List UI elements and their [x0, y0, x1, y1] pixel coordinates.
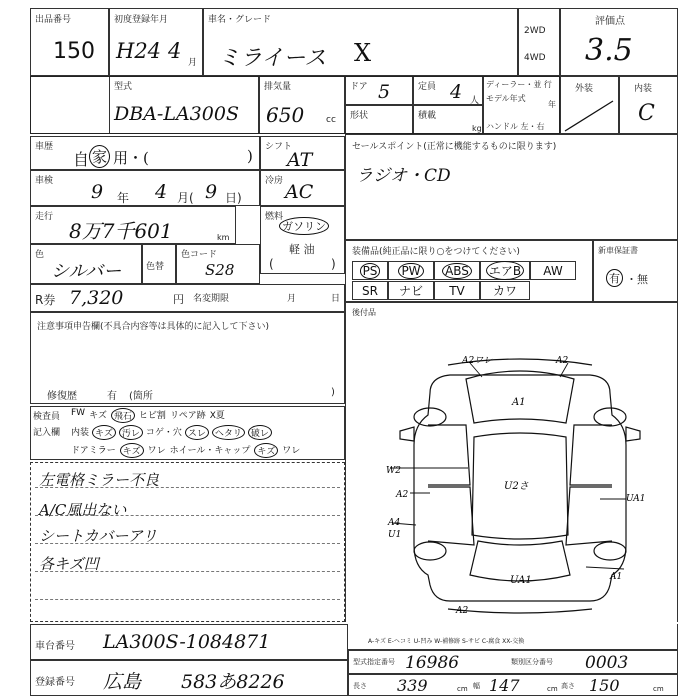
mileage-label: 走行 [35, 212, 54, 222]
mark-left-sill: A4 [388, 518, 401, 528]
remark-3: シートカバーアリ [39, 527, 158, 545]
capacity-label: 定員 [418, 82, 437, 92]
damage-legend: A-キズ E-ヘコミ U-凹み W-補修跡 S-サビ C-腐食 XX-交換 [368, 638, 525, 645]
shape-label: 形状 [350, 111, 369, 121]
height-unit: cm [653, 685, 664, 693]
insp-year: 9 [91, 181, 104, 203]
mark-left-door: W2 [386, 466, 401, 476]
mileage-value: 8万7千601 [69, 219, 173, 243]
equip-sr: SR [352, 281, 388, 300]
width-value: 147 [489, 676, 520, 695]
auth-value: 16986 [405, 653, 460, 673]
check-mirror-scratch-circled: キズ [120, 443, 144, 458]
check-x-summer: X夏 [209, 411, 225, 421]
checks-row-3 [71, 443, 300, 458]
recycle-day-unit: 日 [331, 294, 341, 304]
check-interior: 内装 [71, 428, 90, 438]
sales-point-cell [345, 134, 678, 240]
checks-cell [30, 406, 345, 460]
mileage-cell [30, 206, 236, 244]
check-sag-circled: ヘタリ [212, 425, 245, 440]
length-unit: cm [457, 685, 468, 693]
remark-line [35, 599, 340, 600]
color-code-value: S28 [205, 261, 235, 279]
equip-leather: カワ [480, 281, 530, 300]
repair-value: 有 [107, 391, 117, 402]
ext-cell [560, 76, 619, 134]
reg-month-value: 4 [168, 39, 182, 63]
check-stone-chip-circled: 飛石 [111, 408, 135, 423]
insp-month-unit: 月( [177, 191, 194, 205]
class-value: 0003 [585, 653, 629, 673]
check-wheel-scratch-circled: キズ [254, 443, 278, 458]
equip-abs: ABS [434, 261, 480, 280]
new-car-yes-circled: 有 [606, 269, 623, 287]
equip-pw: PW [388, 261, 434, 280]
recycle-month-unit: 月 [287, 294, 297, 304]
check-fw: FW [71, 408, 86, 418]
color-change-cell [142, 244, 176, 284]
chassis-value: LA300S-1084871 [103, 631, 271, 653]
diesel-label: 軽 油 [289, 243, 315, 256]
color-code-label: 色コード [181, 250, 218, 260]
model-value: DBA-LA300S [114, 103, 239, 125]
color-code-cell [176, 244, 260, 284]
cc-unit: cc [326, 115, 336, 125]
lot-label: 出品番号 [35, 15, 72, 25]
history-own: 自 [73, 150, 90, 169]
mark-left-rear-door: U1 [388, 530, 402, 540]
mark-rear-bumper: A2 [456, 606, 469, 615]
km-unit: km [217, 233, 230, 242]
door-value: 5 [378, 81, 391, 103]
check-tear-circled: 破レ [248, 425, 272, 440]
new-car-warranty-cell [593, 240, 678, 302]
equip-ps: PS [352, 261, 388, 280]
equipment-label: 装備品(純正品に限り○をつけてください) [352, 247, 520, 257]
mark-right-rear: A1 [610, 572, 623, 582]
shift-cell [260, 136, 345, 170]
equip-tv: TV [434, 281, 480, 300]
score-cell [560, 8, 678, 76]
check-wheel-crack: ワレ [282, 446, 301, 456]
color-cell [30, 244, 142, 284]
class-label: 類別区分番号 [511, 658, 553, 666]
remarks-area [30, 462, 345, 622]
color-change-label: 色替 [146, 262, 165, 272]
auth-label: 型式指定番号 [353, 658, 395, 666]
reg-number-cell [30, 660, 348, 696]
lot-cell [30, 8, 109, 76]
drive-cell [518, 8, 560, 76]
ac-label: 冷房 [265, 176, 284, 186]
remark-1: 左電格ミラー不良 [39, 471, 160, 489]
check-int-scratch-circled: キズ [92, 425, 116, 440]
handle-label: ハンドル 左・右 [486, 122, 545, 131]
history-close: ) [247, 147, 253, 165]
check-wheel-cap: ホイール・キャップ [169, 446, 251, 456]
recycle-label: R券 [35, 293, 56, 307]
fuel-cell [260, 206, 345, 274]
insp-day-unit: 日) [225, 191, 242, 205]
reg-year-value: H24 [116, 39, 162, 63]
history-family-circled: 家 [89, 145, 110, 168]
dealer-label: ディーラー・並 行 [486, 80, 552, 89]
kg-unit: kg [472, 124, 482, 133]
month-unit: 月 [188, 58, 198, 68]
name-cell [203, 8, 518, 76]
shift-label: シフト [265, 142, 293, 152]
reg-year-label: 初度登録年月 [114, 15, 169, 25]
remark-4: 各キズ凹 [39, 555, 99, 573]
new-car-no: ・無 [626, 273, 648, 286]
car-damage-diagram [370, 355, 670, 615]
score-value: 3.5 [585, 33, 633, 68]
check-dirt-circled: 汚レ [119, 425, 143, 440]
auth-cell [348, 650, 678, 674]
inspector-label: 検査員 [33, 412, 61, 422]
mark-hood: A1 [512, 397, 526, 408]
color-label: 色 [35, 250, 45, 260]
notes-cell [30, 312, 345, 404]
car-grade: X [354, 39, 372, 67]
height-label: 高さ [561, 682, 575, 690]
history-text: 用・( [113, 149, 149, 167]
width-unit: cm [547, 685, 558, 693]
after-label: 後付品 [352, 308, 376, 317]
length-label: 長さ [353, 682, 367, 690]
mark-front-right: A2 [556, 356, 569, 366]
color-value: シルバー [51, 261, 122, 282]
car-name: ミライース [218, 46, 327, 71]
ext-slash-icon [561, 97, 619, 134]
insp-day: 9 [205, 181, 218, 203]
name-change-label: 名変期限 [193, 294, 230, 304]
entry-label: 記入欄 [33, 428, 61, 438]
model-label: 型式 [114, 82, 133, 92]
mark-right-door: UA1 [626, 494, 646, 504]
check-wear-circled: スレ [185, 425, 209, 440]
diesel-open: ( [269, 257, 274, 271]
ac-cell [260, 170, 345, 206]
length-value: 339 [397, 676, 428, 695]
name-label: 車名・グレード [208, 15, 272, 25]
recycle-value: 7,320 [69, 287, 124, 309]
notes-label: 注意事項申告欄(不具合内容等は具体的に記入して下さい) [37, 322, 270, 332]
drive-2wd: 2WD [524, 26, 546, 36]
repair-label: 修復歴 [47, 391, 77, 402]
history-label: 車歴 [35, 142, 54, 152]
mark-left-rear: A2 [396, 490, 409, 500]
insp-month: 4 [155, 181, 168, 203]
score-label: 評価点 [595, 16, 625, 27]
sales-value: ラジオ・CD [356, 166, 451, 186]
capacity-value: 4 [450, 81, 463, 103]
capacity-unit: 人 [470, 96, 480, 105]
history-cell [30, 136, 260, 170]
new-car-label: 新車保証書 [598, 246, 638, 255]
repair-place: (箇所 [129, 391, 153, 402]
cc-value: 650 [266, 103, 305, 127]
mark-front-left: A2ワレ [462, 356, 493, 366]
recycle-cell [30, 284, 345, 312]
chassis-cell [30, 624, 348, 660]
check-burn-hole: コゲ・穴 [145, 428, 182, 438]
reg-number-label: 登録番号 [35, 677, 75, 688]
load-label: 積載 [418, 111, 437, 121]
equip-navi: ナビ [388, 281, 434, 300]
width-label: 幅 [473, 682, 480, 690]
equip-aw: AW [530, 261, 576, 280]
check-crack: ヒビ割 [138, 411, 166, 421]
recycle-unit: 円 [173, 293, 184, 306]
equipment-row-1 [352, 261, 576, 280]
checks-row-2 [71, 425, 272, 440]
mark-rear: UA1 [510, 575, 532, 586]
legend-cell [348, 624, 678, 650]
check-fw-scratch: キズ [89, 411, 107, 421]
equipment-cell [345, 240, 593, 302]
cc-label: 排気量 [264, 82, 292, 92]
row2-frame [30, 76, 560, 134]
ext-label: 外装 [575, 84, 594, 94]
reg-year-cell [109, 8, 203, 76]
lot-number: 150 [53, 39, 95, 64]
reg-num: 583あ8226 [181, 671, 285, 693]
mark-roof: U2さ [504, 481, 529, 492]
equip-airbag: エアB [480, 261, 530, 280]
int-label: 内装 [634, 84, 653, 94]
int-value: C [638, 101, 655, 126]
dimensions-cell [348, 674, 678, 696]
check-door-mirror: ドアミラー [71, 446, 116, 456]
checks-row-1 [71, 408, 225, 423]
shift-value: AT [287, 149, 313, 170]
equipment-row-2 [352, 281, 530, 300]
chassis-label: 車台番号 [35, 641, 75, 652]
drive-4wd: 4WD [524, 53, 546, 63]
model-year-label: モデル年式 [486, 94, 526, 103]
repair-close: ) [331, 387, 335, 398]
inspection-cell [30, 170, 260, 206]
fuel-value-circled: ガソリン [279, 217, 329, 235]
reg-area: 広島 [103, 671, 142, 693]
height-value: 150 [589, 676, 620, 695]
int-cell [619, 76, 678, 134]
ac-value: AC [285, 181, 314, 203]
diesel-close: ) [331, 257, 336, 271]
check-repair-mark: リペア跡 [169, 411, 206, 421]
check-mirror-crack: ワレ [147, 446, 166, 456]
year-unit: 年 [548, 100, 556, 109]
remark-2: A/C風出ない [39, 501, 127, 519]
inspection-label: 車検 [35, 176, 54, 186]
sales-label: セールスポイント(正常に機能するものに限ります) [352, 142, 557, 152]
door-label: ドア [350, 82, 368, 92]
fuel-label: 燃料 [265, 212, 284, 222]
insp-year-unit: 年 [117, 191, 130, 205]
